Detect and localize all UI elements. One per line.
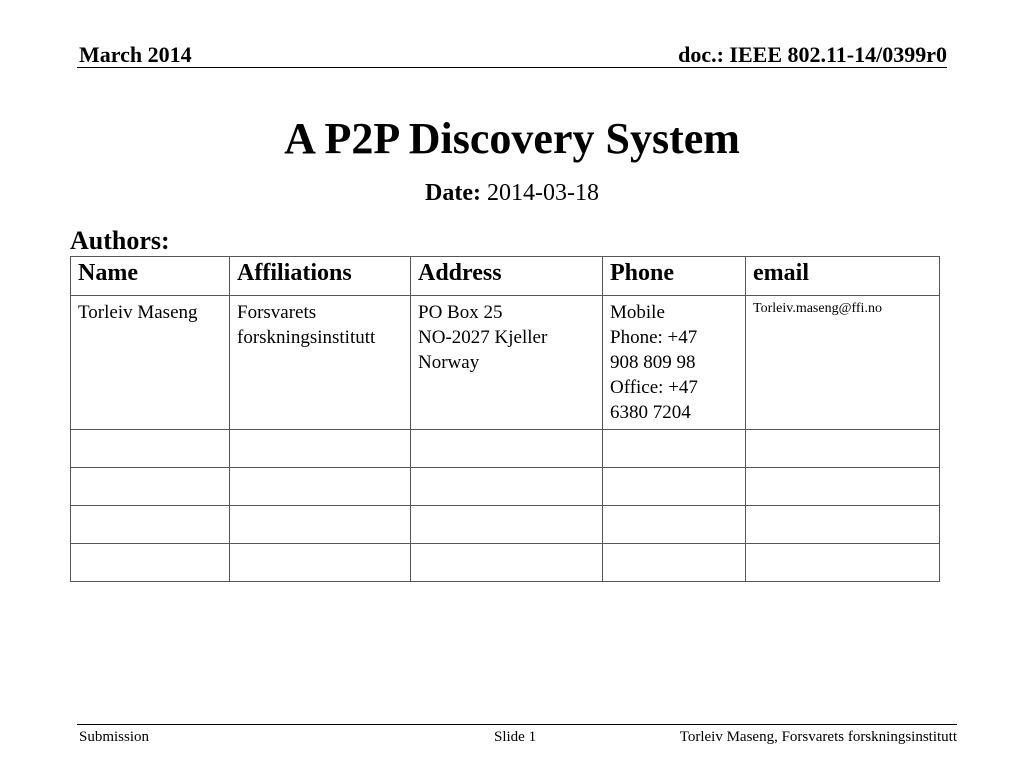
cell-line: Phone: +47: [610, 327, 698, 348]
empty-cell-phone: [603, 544, 746, 582]
cell-email: [746, 296, 940, 430]
empty-cell-address: [411, 430, 603, 468]
empty-cell-name: [71, 506, 230, 544]
authors-table: [70, 256, 940, 582]
column-header-name: Name: [71, 257, 230, 296]
empty-cell-email: [746, 430, 940, 468]
empty-cell-affiliations: [230, 506, 411, 544]
cell-line: NO-2027 Kjeller: [418, 327, 548, 348]
date-label: Date:: [425, 180, 481, 206]
empty-table-row: [71, 506, 940, 544]
date-value: 2014-03-18: [486, 180, 599, 206]
empty-table-row: [71, 430, 940, 468]
empty-cell-affiliations: [230, 430, 411, 468]
empty-cell-name: [71, 430, 230, 468]
empty-cell-affiliations: [230, 544, 411, 582]
empty-cell-email: [746, 468, 940, 506]
table-row: [71, 296, 940, 430]
empty-cell-email: [746, 506, 940, 544]
slide-title: A P2P Discovery System: [284, 114, 740, 163]
empty-cell-phone: [603, 506, 746, 544]
column-header-email: email: [746, 257, 940, 296]
empty-table-row: [71, 544, 940, 582]
date-line: [0, 180, 1024, 207]
cell-name: [71, 296, 230, 430]
cell-line: Norway: [418, 352, 480, 373]
empty-cell-address: [411, 544, 603, 582]
column-header-address: Address: [411, 257, 603, 296]
table-header-row: [71, 257, 940, 296]
empty-cell-name: [71, 544, 230, 582]
cell-line: Office: +47: [610, 377, 698, 398]
footer-author: Torleiv Maseng, Forsvarets forskningsinstitutt: [679, 729, 957, 745]
header-date: March 2014: [79, 42, 192, 67]
cell-line: Torleiv Maseng: [78, 302, 198, 323]
empty-cell-address: [411, 468, 603, 506]
authors-label: Authors:: [70, 226, 170, 255]
cell-line: 908 809 98: [610, 352, 696, 373]
cell-line: forskningsinstitutt: [237, 327, 376, 348]
header-rule: [77, 67, 947, 68]
empty-cell-phone: [603, 468, 746, 506]
footer-slide-number: Slide 1: [494, 729, 537, 745]
cell-line: 6380 7204: [610, 402, 691, 423]
empty-table-row: [71, 468, 940, 506]
empty-cell-name: [71, 468, 230, 506]
cell-address: [411, 296, 603, 430]
column-header-affiliations: Affiliations: [230, 257, 411, 296]
cell-line: PO Box 25: [418, 302, 503, 323]
cell-affiliations: [230, 296, 411, 430]
cell-line: Torleiv.maseng@ffi.no: [753, 301, 882, 316]
column-header-phone: Phone: [603, 257, 746, 296]
empty-cell-affiliations: [230, 468, 411, 506]
footer-submission: Submission: [79, 729, 150, 745]
cell-phone: [603, 296, 746, 430]
empty-cell-email: [746, 544, 940, 582]
footer-rule: [77, 724, 957, 725]
cell-line: Mobile: [610, 302, 665, 323]
empty-cell-address: [411, 506, 603, 544]
header-doc-id: doc.: IEEE 802.11-14/0399r0: [678, 42, 947, 67]
cell-line: Forsvarets: [237, 302, 317, 323]
empty-cell-phone: [603, 430, 746, 468]
